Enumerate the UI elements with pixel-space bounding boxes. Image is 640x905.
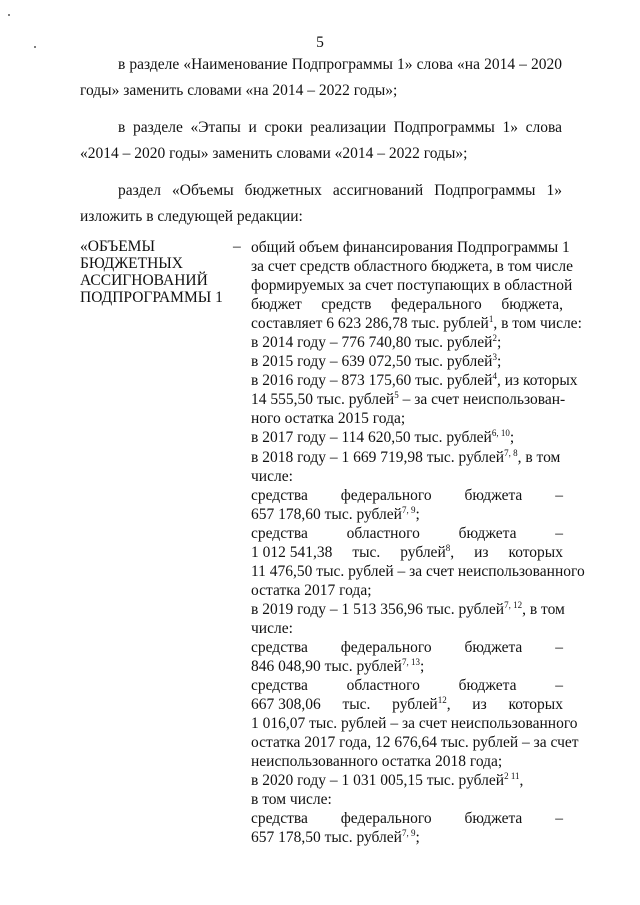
text-line (251, 486, 563, 505)
word: бюджета (464, 486, 523, 504)
text: 657 178,60 тыс. рублей (251, 505, 402, 523)
word: бюджета (464, 810, 523, 828)
word: областного (346, 677, 420, 695)
text: , (450, 543, 455, 561)
text (251, 448, 560, 467)
text: составляет 6 623 286,78 тыс. рублей (251, 315, 489, 333)
word: средства (251, 677, 308, 695)
word: – (555, 810, 563, 828)
heading-line: ПОДПРОГРАММЫ 1 (80, 289, 223, 306)
text: рублей (392, 696, 438, 714)
word: из (474, 543, 489, 561)
section-heading (80, 238, 230, 306)
text-line: числе: (251, 467, 293, 485)
text-line (251, 371, 578, 390)
text-line: в 2015 году – 639 072,50 тыс. рублей$^3$; (251, 352, 502, 371)
intro-paragraph-2: в разделе «Этапы и сроки реализации Подпрограммы 1» слова «2014 – 2020 годы» заменить словами «2014 – 2022 годы»; (80, 119, 562, 162)
heading-dash: – (233, 238, 241, 255)
intro-paragraph-1: в разделе «Наименование Подпрограммы 1» слова «на 2014 – 2020 годы» заменить словами «на 2014 – 2022 годы»; (80, 56, 562, 99)
text-line: 11 476,50 тыс. рублей – за счет неиспользованного (251, 562, 585, 580)
text-line: общий объем финансирования Подпрограммы 1 (251, 239, 570, 256)
text-line (251, 771, 563, 790)
word (392, 695, 450, 714)
footnote-ref: 12 (437, 694, 447, 705)
footnote-ref: 4 (492, 371, 497, 382)
text: в 2018 году – 1 669 719,98 тыс. рублей (251, 448, 505, 466)
text: рублей (400, 543, 446, 561)
word: бюджета, (501, 296, 563, 314)
text-line: 657 178,60 тыс. рублей$^{7, 9}$; (251, 504, 420, 523)
word: бюджет (251, 296, 302, 314)
text-line: в том числе: (251, 791, 332, 809)
footnote-ref: 7, 12 (504, 599, 523, 610)
text-line: 1 016,07 тыс. рублей – за счет неиспользованного (251, 715, 578, 733)
text-line (251, 390, 566, 409)
text: в 2016 году – 873 175,60 тыс. рублей (251, 372, 493, 390)
text: , в том числе: (493, 315, 582, 333)
text-line (251, 448, 563, 467)
text-line (251, 524, 563, 543)
text: , из которых (496, 372, 578, 390)
text-line: неиспользованного остатка 2018 года; (251, 753, 503, 771)
text-line: за счет средств областного бюджета, в том числе (251, 258, 573, 276)
text: в 2014 году – 776 740,80 тыс. рублей (251, 334, 493, 352)
text: , (446, 696, 451, 714)
text-line: остатка 2017 года, 12 676,64 тыс. рублей – за счет (251, 734, 579, 752)
intro-block (80, 52, 562, 241)
word: бюджета (458, 524, 517, 542)
word: средств (321, 296, 372, 314)
footnote-ref: 3 (492, 352, 497, 363)
word: 1 012 541,38 (251, 543, 333, 561)
funding-text (251, 238, 585, 848)
footnote-ref: 7, 13 (401, 656, 420, 667)
text-line: в 2014 году – 776 740,80 тыс. рублей$^2$; (251, 333, 502, 352)
heading-line: БЮДЖЕТНЫХ (80, 255, 183, 272)
word: средства (251, 524, 308, 542)
text: в 2015 году – 639 072,50 тыс. рублей (251, 353, 493, 371)
word: – (555, 486, 563, 504)
footnote-ref: 7, 9 (401, 504, 416, 515)
footnote-ref: 1 (488, 314, 494, 325)
word (400, 543, 454, 562)
word: средства (251, 810, 308, 828)
text: 14 555,50 тыс. рублей (251, 391, 395, 409)
word: федерального (390, 296, 482, 314)
footnote-ref: 2 (492, 333, 497, 344)
word: тыс. (352, 543, 381, 561)
footnote-ref: 8 (445, 542, 451, 553)
word: средства (251, 486, 308, 504)
text-line (251, 314, 582, 333)
text-line (251, 676, 563, 695)
heading-line: АССИГНОВАНИЙ (80, 272, 208, 289)
footnote-ref: 7, 8 (504, 447, 518, 458)
word: – (555, 677, 563, 695)
text: 846 048,90 тыс. рублей (251, 658, 402, 676)
text: , (519, 772, 524, 790)
text: – за счет неиспользован- (398, 391, 566, 409)
word: тыс. (342, 696, 371, 714)
page-number: 5 (316, 34, 324, 51)
word: федерального (340, 638, 432, 656)
footnote-ref: 5 (394, 390, 399, 401)
text-line: формируемых за счет поступающих в областной (251, 277, 573, 295)
text-line (251, 543, 563, 562)
text-line (251, 600, 563, 619)
text-line: 657 178,50 тыс. рублей$^{7, 9}$; (251, 828, 420, 847)
text-line (251, 809, 563, 828)
text-line: числе: (251, 619, 293, 637)
text-line: ного остатка 2015 года; (251, 410, 406, 428)
text-line (251, 638, 563, 657)
text-line (251, 295, 563, 314)
footnote-ref: 6, 10 (491, 428, 510, 439)
word: федерального (340, 810, 432, 828)
word: из (472, 696, 487, 714)
text: , в том (522, 600, 565, 618)
text: в 2019 году – 1 513 356,96 тыс. рублей (251, 600, 505, 618)
word: областного (346, 524, 420, 542)
word: федерального (340, 486, 432, 504)
text-line: остатка 2017 года; (251, 581, 372, 599)
scan-speck (8, 14, 10, 16)
footnote-ref: 2 11 (504, 771, 520, 782)
text-line: в 2017 году – 114 620,50 тыс. рублей$^{6, 10}$; (251, 428, 515, 447)
footnote-ref: 7, 9 (401, 828, 416, 839)
text: в 2020 году – 1 031 005,15 тыс. рублей (251, 772, 505, 790)
word: которых (508, 543, 563, 561)
text-line: 846 048,90 тыс. рублей$^{7, 13}$; (251, 656, 425, 676)
heading-line: «ОБЪЕМЫ (80, 238, 155, 255)
word: которых (508, 696, 563, 714)
word: – (555, 638, 563, 656)
word: бюджета (458, 677, 517, 695)
word: средства (251, 638, 308, 656)
word: – (555, 524, 563, 542)
text: 657 178,50 тыс. рублей (251, 829, 402, 847)
word: 667 308,06 (251, 696, 321, 714)
text: , в том (517, 448, 561, 466)
intro-paragraph-3: раздел «Объемы бюджетных ассигнований Подпрограммы 1» изложить в следующей редакции: (80, 182, 562, 225)
text: в 2017 году – 114 620,50 тыс. рублей (251, 429, 492, 447)
word: бюджета (464, 638, 523, 656)
text-line (251, 695, 563, 714)
